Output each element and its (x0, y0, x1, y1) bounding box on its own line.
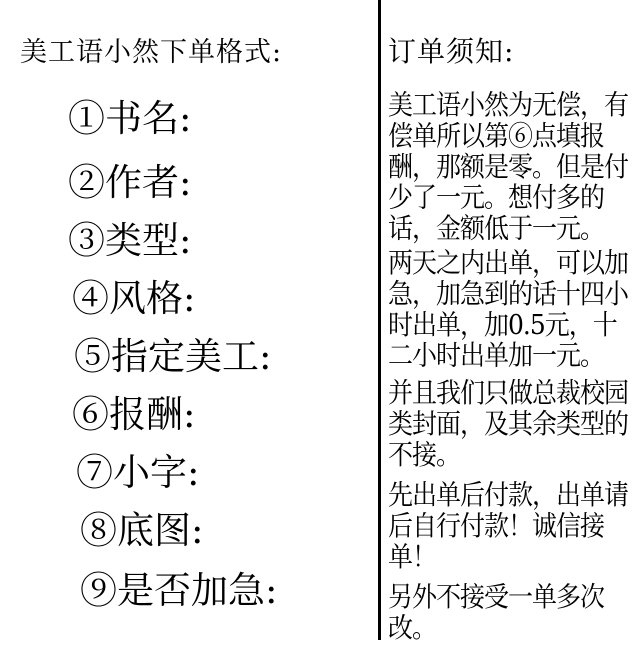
field-book-name: ①书名: (68, 97, 192, 140)
column-divider (378, 0, 381, 640)
notice-paragraph: 美工语小然为无偿，有偿单所以第⑥点填报酬，那额是零。但是付少了一元。想付多的话，金额低于一元。 (388, 88, 629, 244)
field-reward: ⑥报酬: (72, 393, 196, 436)
field-style: ④风格: (72, 277, 196, 320)
order-notice-title: 订单须知: (388, 35, 515, 68)
notice-paragraph: 并且我们只做总裁校园类封面，及其余类型的不接。 (388, 376, 629, 471)
notice-paragraph: 先出单后付款，出单请后自行付款！诚信接单！ (388, 478, 629, 573)
field-author: ②作者: (68, 161, 192, 204)
field-small-text: ⑦小字: (76, 451, 200, 494)
order-format-title: 美工语小然下单格式: (20, 37, 283, 68)
field-background-image: ⑧底图: (80, 509, 204, 552)
field-designated-designer: ⑤指定美工: (74, 335, 272, 378)
notice-paragraph: 另外不接受一单多次改。 (388, 580, 605, 644)
notice-paragraph: 两天之内出单，可以加急，加急到的话十四小时出单，加0.5元，十二小时出单加一元。 (388, 246, 629, 372)
order-notice-list (388, 90, 632, 656)
field-urgent: ⑨是否加急: (80, 569, 278, 612)
field-type: ③类型: (68, 219, 192, 262)
